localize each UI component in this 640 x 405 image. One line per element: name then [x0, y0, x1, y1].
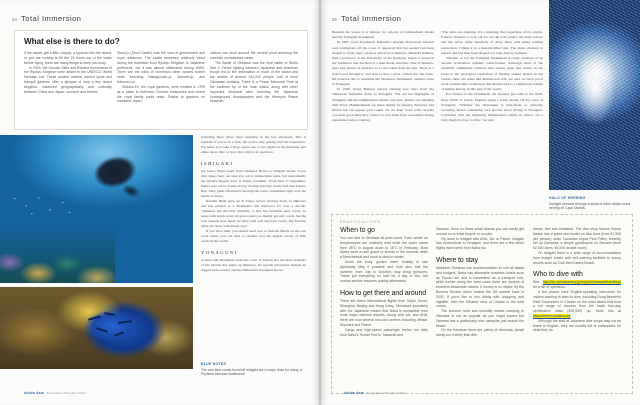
caption-label: BLUE NOTES: [201, 362, 227, 366]
page-gutter: [319, 0, 321, 405]
paragraph: visitors can stroll around the central pond admiring the carefully orchestrated views.: [210, 51, 298, 60]
caption-text: Sunlight streams through a shoal of silver-stripe round herring off Cape Maeda.: [549, 201, 631, 211]
practicalities-column-3: [533, 227, 621, 333]
footer-brand: Action Asia: [24, 391, 44, 395]
heading-who-to-dive-with: Who to dive with: [533, 271, 583, 279]
paragraph: Zamami. Once on these small islands you can easily get around on a rental bicycle or scooter.: [436, 227, 524, 236]
folio-left: 34: [12, 17, 18, 22]
running-head-right: [332, 14, 401, 23]
paragraph: If the waves get a little choppy, a typhoon hits the island, or you are looking to fill the 24 hours out of the water before flying, there are many things to keep you busy.: [24, 51, 112, 65]
paragraph: The summer heat and humidity means camping in Okinawa is not as popular as you might expect but Zamami has a particularly nice campsite just beside the beach.: [436, 309, 524, 328]
practicalities-kicker: PRACTICALITIES: [340, 220, 381, 224]
paragraph: A mere 100 kilometres from the coast of Taiwan sits the most westerly of the islands that make up Okinawa. Its topside attractions include its rugged slate scenery and the diminutive Yonaguni horses.: [201, 257, 306, 272]
practicalities-box: [331, 214, 633, 394]
paragraph: "The ruins are amazing. It's a stunning dive regardless of its origins. Famous features to look out for are the twin pillars, the main terrace and the turtle. After hundreds of dives there with many leading researchers I think it is a man-modified site. The main structure is natural and has then been shaped at a later date by humans.": [441, 30, 543, 55]
fish-school: [8, 193, 78, 221]
footer-date: September/October 2013: [46, 391, 86, 395]
right-column-1: [332, 30, 434, 124]
coral-reef: [0, 225, 115, 283]
paragraph: An hour's flight south from Okinawa Honto is Ishigaki Island. Local dive shops here can take you out to immaculate reefs, but undoubtedly the island's biggest draw is 'manta scramble'. From June to September, manta rays can be found slowly circling outcrops on the reef near Kabira Bay. They glide effortlessly through the water, sometimes right over the heads of divers.: [201, 168, 306, 198]
blue-notes-caption: [201, 362, 306, 377]
infobox-column-1: [24, 51, 112, 95]
paragraph: You can dive in Okinawa all-year-round. Even winter air temperatures are relatively mild while the water varies from 28°C in August down to 18°C in February. Most divers wear a rash guard or shortie in the summer while a 5mm wetsuit and hood is ideal in winter.: [340, 236, 428, 260]
infobox-column-2: [117, 51, 205, 104]
footer-left: [24, 391, 86, 395]
running-head-left: [12, 14, 81, 23]
okinawastory-link[interactable]: http://en.okinawastory.jp/enjoy/okinawanblue/shop/: [542, 280, 621, 285]
text-after-link: for a list of operators.: [533, 285, 566, 290]
paragraph: In 2000, the Gusuku Sites and Related Monuments of the Ryukyu Kingdom were added to the UNESCO World Heritage List. These ancient castles, sacred spots and tranquil gardens offer a glimpse of how a tiny island kingdom, balanced geographically and culturally between China and Japan, survived and thrived.: [24, 65, 112, 94]
section-title-right: Total Immersion: [341, 14, 402, 23]
caption-label: HALO OF HERRING: [549, 196, 586, 200]
footer-right: [344, 391, 406, 395]
photo-blue-coral-nudibranch: [0, 287, 193, 369]
paragraph: Shikina-En, the royal gardens, were created in 1799 as a place to entertain Chinese emissaries and where the royal family could relax. Similar to gardens on mainland Japan,: [117, 84, 205, 104]
subhead-yonaguni: YONAGUNI: [201, 250, 238, 256]
infobox-heading: What else is there to do?: [24, 37, 120, 46]
paragraph: In 1999, Doug Bennett started running free trips from the Okinawan mainland down to Yonaguni. The are the highlights of Yonaguni and the hammerhead sharks, big tuna, marlin and amazing drift dives. Hammerheads are there mainly in January, February and March but can appear year round. As it's deep water with currents you need good buoyancy control so you must have reasonable diving experience before visiting.: [332, 87, 434, 123]
practicalities-column-2: [436, 227, 524, 338]
paragraph: Beneath the waves it is famous for schools of hammerhead sharks and the Yonaguni monument.: [332, 30, 434, 40]
paragraph: Shuri-jo (Shuri Castle) was the seat of government and royal residence. The castle remained relatively intact during the transition from Ryukyu Kingdom to Japanese prefecture, but it was almost obliterated during WWII. There are the ruins of numerous other castles further north including Nakagusuku-jo, Zamami-jo, and Katsuren-jo.: [117, 51, 205, 85]
diver-fins: [116, 179, 146, 204]
paragraph: dinner, bed and breakfast. The dive shop Marine House Seasir has a great new hostel on Aka Jima (from ¥7,000 per person) while Canadian expat Paul Paltry recently set up Zamamia, a simple guesthouse on Zamami (from ¥2,000 dorm, ¥3,000 double room).: [533, 227, 621, 251]
reefencounters-link[interactable]: www.reefencounters.org: [533, 313, 571, 318]
practicalities-column-1: [340, 227, 428, 337]
heading-how-to-get-there: How to get there and around: [340, 289, 427, 297]
text-before-link: A few places have English-speaking instructors for visitors wanting to learn to dive, including Doug Bennett's Reef Encounters in Chatan on the main island that runs a full range of courses from the basic four-day certification class (¥39,000) up. More info at: [533, 289, 622, 314]
section-title-left: Total Immersion: [21, 14, 82, 23]
paragraph: On the Keramas there are plenty of minshuku (small family-run hotels) that offer: [436, 328, 524, 338]
photo-diver-over-reef: [0, 135, 193, 283]
paragraph: including three dives, then returning in the late afternoon. This is fantastic if you're in a rush, but you're only getting half the experience. Far better is to take a ferry, spend one or two nights in the Keramas, and either shore dive or boat dive with local operators.: [201, 135, 306, 155]
paragraph: On Ishigaki there is a wide range of accommodation from budget hotels with self-catering facilities to luxury resorts such as Club Med Kabira Beach.: [533, 250, 621, 265]
heading-where-to-stay: Where to stay: [436, 256, 478, 264]
paragraph: Cargo and high-speed passenger ferries run daily from Naha's Tomari Port to Tokashiki and: [340, 327, 428, 337]
paragraph: Avoid the busy 'golden week' holiday in late April/early May if possible and note also that the summer, from July to October, may bring typhoons. These put everything on hold for a day or two, but normal service resumes quickly afterwards.: [340, 259, 428, 284]
paragraph-with-link: [533, 290, 621, 319]
paragraph: Although the staff at Japanese dive shops may not be fluent in English, they are usually full of enthusiasm for what they do.: [533, 318, 621, 333]
caption-text: The rare blue corals found off Ishigaki are a major draw for many; a Phyllidia varicosa nudibranch.: [201, 367, 302, 377]
infobox-column-3: [210, 51, 298, 104]
photo-herring-shoal: [549, 0, 640, 190]
paragraph: Mainland Okinawa has accommodation to suit all tastes and budgets. Naha has affordable business hotels such as Toyoko Inn and is convenient as a transport hub, while further along the west coast there are dozens of excellent beachside resorts. If money is no object, try the Busena Terrace which hosted the G8 summit back in 2000. If you'd like to mix diving with shopping and nightlife, then the Mihama area of Chatan is the best choice.: [436, 265, 524, 309]
left-page-main-column: [201, 135, 306, 273]
halo-of-herring-caption: [549, 196, 637, 211]
paragraph: If you have time, you should head over to Shiraho Beach on the east coast where you can dive or snorkel over the largest colony of blue corals in the world.: [201, 229, 306, 244]
paragraph: In 1987, local divemaster Kihachiro Aratake discovered unusual rock formations off the coast. It appeared that the seabed had been shaped to form steps, terraces and even sculptures. Masaaki Kimura, then a professor at the University of the Ryukyus, began to research the formation and declared it a man-made structure. One of Kimura-san's key pieces of evidence is a rock taken from the site. There is a hole bored through it, and next to that a cross, etched into the stone. He believes this to resemble the Shouzuoc monument, another stone in Yonaguni.: [332, 40, 434, 87]
footer-date: September/October 2013: [366, 391, 406, 395]
nudibranch: [78, 305, 146, 347]
text-before-link: See: [533, 280, 543, 285]
paragraph: The Battle of Okinawa was the final battle of World War II. Fierce fighting between Japanese and American troops led to the destruction of much of the island and the deaths of around 240,000 people, half of them Okinawan civilians. There is a Peace Memorial Park at the southern tip of the main island, along with other important historical sites including the Japanese Underground Headquarters and the Himeyuri Peace Museum.: [210, 60, 298, 104]
folio-right: 35: [332, 17, 338, 22]
paragraph: There are direct international flights from Taipei, Seoul, Shanghai, Beijing and Hong Kong. Okinawa's popularity with the Japanese means that Naha is accessible from most major national airports. Along with JAL and ANA, there are now several low-cost carriers including Jetstar, Skymark and Peach.: [340, 298, 428, 327]
paragraph: For visitors to the monument, the mystery just adds to the thrill. Does Wirth of Leeds, England spent a week diving off the coast of Yonaguni: "Whether the monument is man-made or naturally occurring there's something very special about diving at Yonaguni. Combined with the migrating hammerhead sharks in winter, it's a truly magical place to dive," he said.: [441, 92, 543, 123]
paragraph-with-link: [533, 280, 621, 290]
what-else-infobox: [14, 30, 308, 130]
paragraph: Fly down to Ishigaki with ANA, JAL or Peach. Ishigaki has connections to Yonaguni, and there are a few direct flights each week from Naha too.: [436, 236, 524, 251]
paragraph: Kasumi Nishi grew up in Tokyo before moving down to Okinawa and has worked as a divemaster and instructor for over a decade. "Okinawa has the best visibility, it also has beautiful hard corals. In areas with warm water all-year-round you mainly get soft corals, but the four seasons here mean we have both soft and hard corals. My favorite dives are those with manta rays.": [201, 198, 306, 229]
subhead-ishigaki: ISHIGAKI: [201, 161, 234, 167]
heading-when-to-go: When to go: [340, 227, 375, 234]
right-page: [320, 0, 640, 405]
right-column-2: [441, 30, 543, 124]
footer-brand: Action Asia: [344, 391, 364, 395]
paragraph: Whether or not the Yonaguni Monument is really evidence of an ancient civilisation remains controversial. Although most of the scientific community believes that seeing steps and turtles in the rocks is the geological equivalent of finding animal shapes in the clouds, there are some like Kimura-san who are sure we have proof of an Atlantis-like civilisation that should lead to a significant rewrite of human history in this part of the world.: [441, 56, 543, 92]
